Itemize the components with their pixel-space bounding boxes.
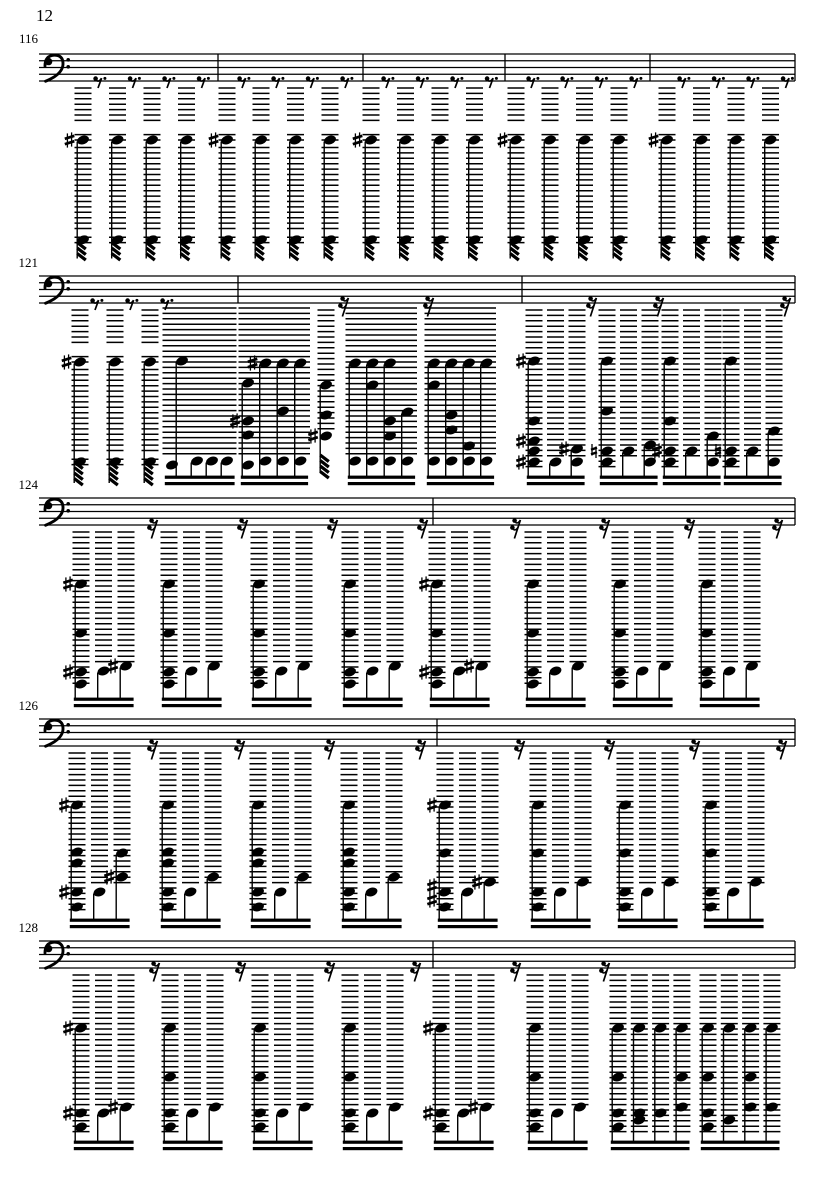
beamed-group xyxy=(59,753,130,928)
beamed-group xyxy=(162,975,224,1150)
beamed-group xyxy=(715,310,783,485)
beamed-group xyxy=(530,753,592,928)
system-128 xyxy=(39,941,795,1150)
eighth-rest xyxy=(197,76,210,88)
eighth-rest xyxy=(629,76,642,88)
sixteenth-rest xyxy=(653,296,663,316)
eighth-rest xyxy=(125,298,138,310)
system-126 xyxy=(39,719,795,928)
eighth-rest xyxy=(485,76,498,88)
sixteenth-rest xyxy=(689,739,699,759)
eighth-rest xyxy=(306,76,319,88)
sixteenth-rest xyxy=(510,961,520,981)
note-column xyxy=(432,88,449,260)
eighth-rest xyxy=(595,76,608,88)
note-column xyxy=(287,88,304,260)
beamed-group xyxy=(516,310,585,485)
sixteenth-rest xyxy=(327,518,337,538)
measure-number-121: 121 xyxy=(18,255,38,270)
eighth-rest xyxy=(450,76,463,88)
sixteenth-rest xyxy=(599,518,609,538)
note-column xyxy=(649,88,676,260)
beamed-group xyxy=(652,310,721,485)
eighth-rest xyxy=(712,76,725,88)
sixteenth-rest xyxy=(415,739,425,759)
beamed-group xyxy=(612,532,674,707)
sixteenth-rest xyxy=(604,739,614,759)
beamed-group xyxy=(341,753,403,928)
beamed-group xyxy=(703,753,765,928)
bass-clef-icon xyxy=(45,499,70,525)
note-column xyxy=(397,88,414,260)
sixteenth-rest xyxy=(147,518,157,538)
beamed-group xyxy=(527,975,589,1150)
beamed-group xyxy=(427,753,498,928)
staff xyxy=(39,276,795,303)
beamed-group xyxy=(163,308,237,485)
eighth-rest xyxy=(526,76,539,88)
sixteenth-rest xyxy=(780,296,790,316)
sixteenth-rest xyxy=(510,518,520,538)
sixteenth-rest xyxy=(324,739,334,759)
bass-clef-icon xyxy=(45,55,70,81)
eighth-rest xyxy=(560,76,573,88)
note-column xyxy=(762,88,779,260)
sixteenth-rest xyxy=(147,739,157,759)
sixteenth-rest xyxy=(599,961,609,981)
beamed-group xyxy=(342,532,404,707)
note-column xyxy=(142,310,159,485)
bass-clef-icon xyxy=(45,942,70,968)
beamed-group xyxy=(252,975,314,1150)
eighth-rest xyxy=(128,76,141,88)
measure-number-126: 126 xyxy=(18,698,38,713)
system-124 xyxy=(39,498,795,707)
note-column xyxy=(107,310,124,485)
note-column xyxy=(498,88,525,260)
sixteenth-rest xyxy=(234,739,244,759)
eighth-rest xyxy=(93,76,106,88)
sixteenth-rest xyxy=(237,518,247,538)
sixteenth-rest xyxy=(684,518,694,538)
note-column xyxy=(109,88,126,260)
page-number: 12 xyxy=(36,6,53,25)
note-column xyxy=(144,88,161,260)
measure-number-124: 124 xyxy=(18,477,38,492)
beamed-group xyxy=(251,532,313,707)
system-121 xyxy=(39,276,795,485)
eighth-rest xyxy=(677,76,690,88)
sixteenth-rest xyxy=(417,518,427,538)
eighth-rest xyxy=(162,76,175,88)
note-column xyxy=(466,88,483,260)
beamed-group xyxy=(617,753,679,928)
beamed-group xyxy=(525,532,587,707)
sixteenth-rest xyxy=(235,961,245,981)
beamed-group xyxy=(63,532,134,707)
note-column xyxy=(65,88,92,260)
sixteenth-rest xyxy=(772,518,782,538)
note-column xyxy=(62,310,89,485)
note-column xyxy=(576,88,593,260)
sixteenth-rest xyxy=(324,961,334,981)
bass-clef-icon xyxy=(45,720,70,746)
sixteenth-rest xyxy=(149,961,159,981)
beamed-group xyxy=(250,753,312,928)
beamed-group xyxy=(342,975,404,1150)
beamed-group xyxy=(346,308,418,485)
note-column xyxy=(209,88,236,260)
bass-clef-icon xyxy=(45,277,70,303)
eighth-rest xyxy=(746,76,759,88)
beamed-group xyxy=(700,975,781,1150)
system-116 xyxy=(39,54,795,260)
eighth-rest xyxy=(340,76,353,88)
eighth-rest xyxy=(271,76,284,88)
note-column xyxy=(253,88,270,260)
note-column xyxy=(322,88,339,260)
note-column xyxy=(542,88,559,260)
note-column xyxy=(611,88,628,260)
note-column xyxy=(178,88,195,260)
beamed-group xyxy=(161,532,223,707)
beamed-group xyxy=(425,308,497,485)
note-column xyxy=(728,88,745,260)
beamed-group xyxy=(230,308,310,485)
beamed-group xyxy=(423,975,494,1150)
eighth-rest xyxy=(416,76,429,88)
sixteenth-rest xyxy=(586,296,596,316)
note-column xyxy=(693,88,710,260)
beamed-group xyxy=(610,975,691,1150)
measure-number-116: 116 xyxy=(18,31,38,46)
eighth-rest xyxy=(237,76,250,88)
sixteenth-rest xyxy=(410,961,420,981)
note-column xyxy=(353,88,380,260)
beamed-group xyxy=(308,310,334,478)
beamed-group xyxy=(699,532,761,707)
beamed-group xyxy=(591,310,659,485)
eighth-rest xyxy=(381,76,394,88)
eighth-rest xyxy=(781,76,794,88)
measure-number-128: 128 xyxy=(18,920,38,935)
sixteenth-rest xyxy=(776,739,786,759)
beamed-group xyxy=(160,753,222,928)
beamed-group xyxy=(419,532,490,707)
sixteenth-rest xyxy=(514,739,524,759)
beamed-group xyxy=(63,975,134,1150)
eighth-rest xyxy=(90,298,103,310)
